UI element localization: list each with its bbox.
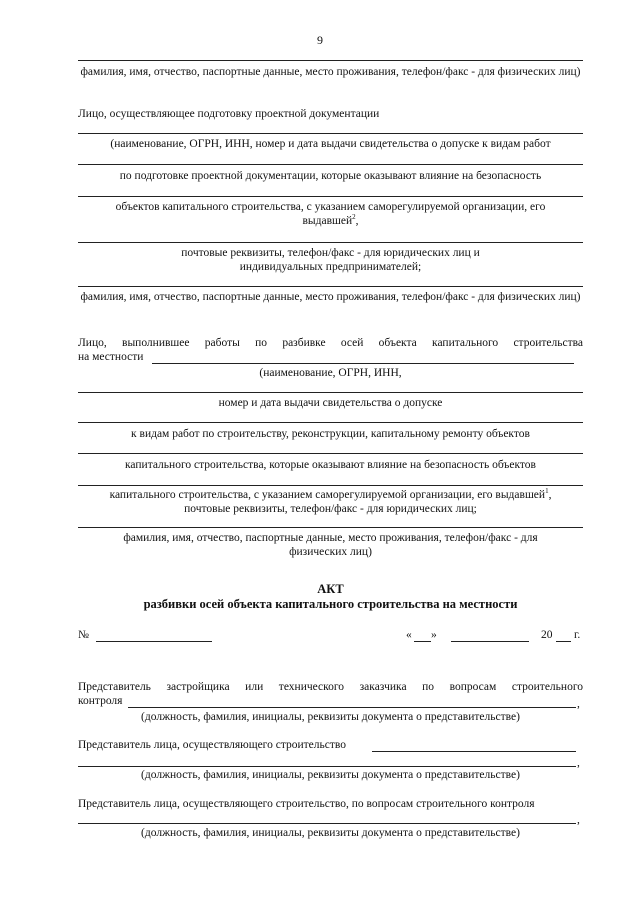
builder-control-rep-label: Представитель лица, осуществляющего строительство, по вопросам строительного контроля: [78, 798, 535, 810]
page-number: 9: [317, 33, 323, 47]
act-number-label: №: [78, 629, 89, 641]
layout-label-line2: на местности: [78, 351, 144, 363]
builder-rep-field[interactable]: [372, 751, 576, 752]
field-comma: ,: [577, 757, 580, 769]
act-subtitle: разбивки осей объекта капитального строительства на местности: [143, 597, 518, 611]
caption-text: ,: [355, 215, 359, 227]
field-caption: номер и дата выдачи свидетельства о допуске: [218, 397, 443, 409]
act-number-field[interactable]: [96, 641, 212, 642]
customer-rep-label-line2: контроля: [78, 695, 123, 707]
caption-text: почтовые реквизиты, телефон/факс - для юридических лиц;: [184, 503, 477, 515]
field-caption: (должность, фамилия, инициалы, реквизиты документа о представительстве): [141, 711, 520, 723]
field-caption: капитального строительства, которые оказывают влияние на безопасность объектов: [125, 459, 536, 471]
field-caption: [78, 488, 583, 516]
fill-line[interactable]: [78, 392, 583, 393]
date-day-field[interactable]: [414, 641, 431, 642]
fill-line[interactable]: [78, 527, 583, 528]
field-caption: (должность, фамилия, инициалы, реквизиты документа о представительстве): [141, 827, 520, 839]
caption-text: выдавшей: [302, 215, 353, 227]
fill-line[interactable]: [78, 453, 583, 454]
field-caption: (должность, фамилия, инициалы, реквизиты документа о представительстве): [141, 769, 520, 781]
field-caption: к видам работ по строительству, реконструкции, капитальному ремонту объектов: [131, 428, 530, 440]
fill-line[interactable]: [78, 485, 583, 486]
fill-line[interactable]: [78, 242, 583, 243]
builder-rep-field[interactable]: [78, 766, 576, 767]
fill-line[interactable]: [78, 422, 583, 423]
field-caption: по подготовке проектной документации, которые оказывают влияние на безопасность: [119, 170, 542, 182]
date-year-suffix: г.: [574, 629, 581, 641]
field-caption: (наименование, ОГРН, ИНН,: [259, 367, 402, 379]
footnote-mark: 1: [545, 487, 549, 496]
fill-line[interactable]: [78, 286, 583, 287]
field-caption: (наименование, ОГРН, ИНН, номер и дата выдачи свидетельства о допуске к видам работ: [110, 138, 551, 150]
caption-text: ,: [548, 489, 552, 501]
date-year-field[interactable]: [556, 641, 571, 642]
field-caption: фамилия, имя, отчество, паспортные данные, место проживания, телефон/факс - для физических лиц): [80, 66, 581, 78]
builder-control-rep-field[interactable]: [78, 823, 576, 824]
caption-text: объектов капитального строительства, с указанием саморегулируемой организации, его: [115, 201, 546, 213]
fill-line[interactable]: [78, 196, 583, 197]
field-comma: ,: [577, 698, 580, 710]
fill-line[interactable]: [78, 133, 583, 134]
act-title: АКТ: [317, 582, 344, 596]
date-quote-close: »: [431, 629, 437, 641]
caption-text: капитального строительства, с указанием саморегулируемой организации, его выдавшей: [109, 489, 546, 501]
date-quote-open: «: [406, 629, 412, 641]
fill-line[interactable]: [78, 164, 583, 165]
builder-rep-label: Представитель лица, осуществляющего строительство: [78, 739, 347, 751]
field-caption: фамилия, имя, отчество, паспортные данные, место проживания, телефон/факс - для физических лиц): [80, 291, 581, 303]
field-comma: ,: [577, 814, 580, 826]
field-caption: [78, 200, 583, 228]
fill-line[interactable]: [78, 60, 583, 61]
date-month-field[interactable]: [451, 641, 529, 642]
customer-rep-field[interactable]: [128, 707, 576, 708]
layout-label-line1: Лицо, выполнившее работы по разбивке осей объекта капитального строительства: [78, 337, 583, 349]
field-caption: почтовые реквизиты, телефон/факс - для юридических лиц и индивидуальных предпринимателей;: [181, 247, 480, 273]
customer-rep-label-line1: Представитель застройщика или технического заказчика по вопросам строительного: [78, 681, 583, 693]
footnote-mark: 2: [352, 213, 356, 222]
fill-line[interactable]: [152, 363, 574, 364]
designer-label: Лицо, осуществляющее подготовку проектной документации: [78, 108, 380, 120]
date-year-prefix: 20: [541, 629, 553, 641]
field-caption: фамилия, имя, отчество, паспортные данные, место проживания, телефон/факс - для физических лиц): [123, 532, 538, 558]
